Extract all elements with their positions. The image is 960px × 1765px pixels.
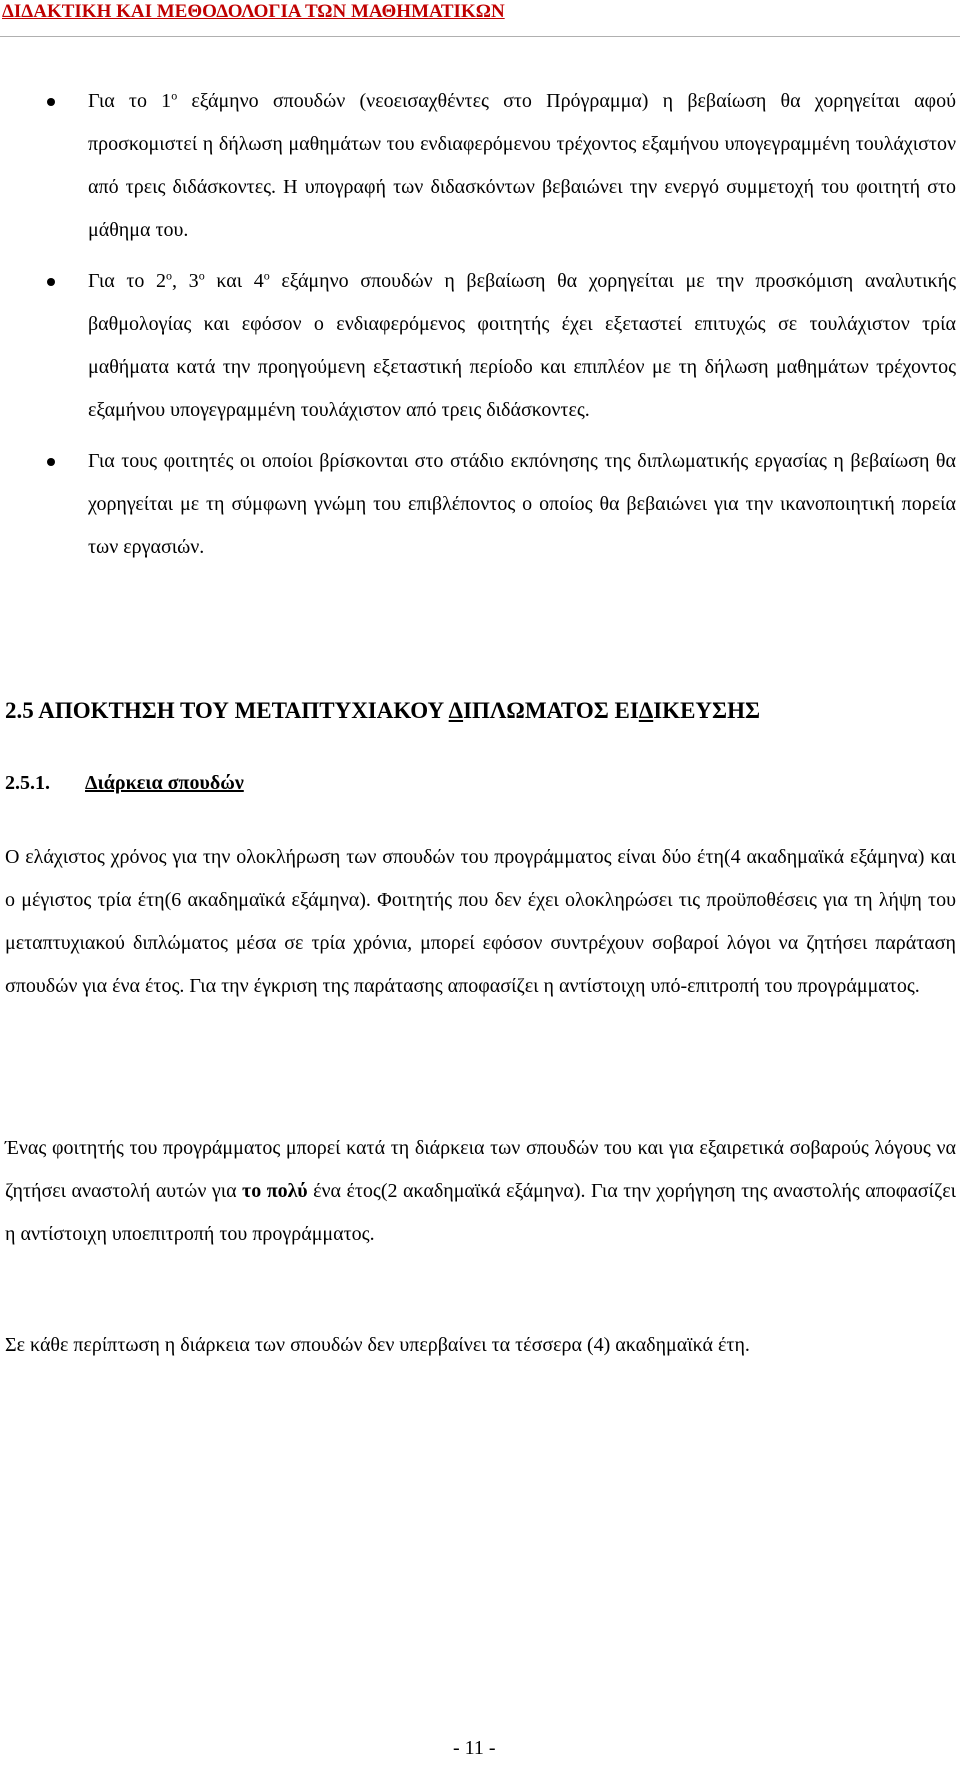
paragraph-text: ένα έτος(2 ακαδημαϊκά εξάμηνα). Για την χορήγηση της αναστολής αποφασίζει η αντίστοιχη υποεπιτροπή του προγράμματος. (5, 1180, 956, 1245)
bullet-dot-icon (47, 458, 55, 466)
paragraph-study-duration: Ο ελάχιστος χρόνος για την ολοκλήρωση των σπουδών του προγράμματος είναι δύο έτη(4 ακαδημαϊκά εξάμηνα) και ο μέγιστος τρία έτη(6 ακαδημαϊκά εξάμηνα). Φοιτητής που δεν έχει ολοκληρώσει τις προϋποθέσεις για τη λήψη του μεταπτυχιακού διπλώματος μέσα σε τρία χρόνια, μπορεί εφόσον συντρέχουν σοβαροί λόγοι να ζητήσει παράταση σπουδών για ένα έτος. Για την έγκριση της παράτασης αποφασίζει η αντίστοιχη υπό-επιτροπή του προγράμματος. (5, 846, 956, 997)
bullet-text: εξάμηνο σπουδών η βεβαίωση θα χορηγείται με την προσκόμιση αναλυτικής βαθμολογίας και εφόσον ο ενδιαφερόμενος φοιτητής έχει εξεταστεί επιτυχώς σε τουλάχιστον τρία μαθήματα κατά την προηγούμενη εξεταστική περίοδο και επιπλέον με τη δήλωση μαθημάτων τρέχοντος εξαμήνου υπογεγραμμένη τουλάχιστον από τρεις διδάσκοντες. (88, 270, 957, 421)
paragraph-text: Ένας φοιτητής του προγράμματος μπορεί κατά τη διάρκεια των σπουδών του και για εξαιρετικά σοβαρούς λόγους να ζητήσει αναστολή αυτών για (5, 1137, 956, 1202)
bullet-item-first-semester (0, 80, 960, 252)
bullet-text: Για τους φοιτητές οι οποίοι βρίσκονται στο στάδιο εκπόνησης της διπλωματικής εργασίας η βεβαίωση θα χορηγείται με τη σύμφωνη γνώμη του επιβλέποντος ο οποίος θα βεβαιώνει για την ικανοποιητική πορεία των εργασιών. (88, 450, 956, 558)
bullet-dot-icon (47, 98, 55, 106)
bullet-list (0, 80, 960, 577)
bullet-text: , 3 (172, 270, 199, 292)
paragraph-max-duration: Σε κάθε περίπτωση η διάρκεια των σπουδών δεν υπερβαίνει τα τέσσερα (4) ακαδημαϊκά έτη. (5, 1334, 750, 1356)
bullet-dot-icon (47, 278, 55, 286)
bullet-text: Για το 1 (88, 90, 172, 112)
page-header (0, 0, 960, 37)
header-title: ΔΙΔΑΚΤΙΚΗ ΚΑΙ ΜΕΘΟΔΟΛΟΓΙΑ ΤΩΝ ΜΑΘΗΜΑΤΙΚΩΝ (2, 1, 505, 22)
bullet-text: και 4 (204, 270, 264, 292)
ordinal-superscript: ο (166, 268, 173, 283)
subsection-title: Διάρκεια σπουδών (85, 772, 244, 794)
section-heading (5, 698, 760, 724)
bullet-item-thesis-stage (0, 440, 960, 569)
section-heading-text: 2.5 ΑΠΟΚΤΗΣΗ ΤΟΥ ΜΕΤΑΠΤΥΧΙΑΚΟΥ (5, 698, 449, 723)
section-heading-underlined-letter: Δ (448, 698, 464, 723)
paragraph-bold-text: το πολύ (242, 1180, 308, 1202)
section-heading-text: ΙΚΕΥΣΗΣ (653, 698, 760, 723)
ordinal-superscript: ο (198, 268, 205, 283)
ordinal-superscript: ο (263, 268, 270, 283)
subsection-number: 2.5.1. (5, 772, 50, 794)
section-heading-text: ΙΠΛΩΜΑΤΟΣ ΕΙ (463, 698, 639, 723)
page-number: - 11 - (453, 1737, 496, 1759)
ordinal-superscript: ο (171, 88, 178, 103)
bullet-item-later-semesters (0, 260, 960, 432)
section-heading-underlined-letter: Δ (638, 698, 654, 723)
subsection-heading (5, 772, 244, 795)
bullet-text: εξάμηνο σπουδών (νεοεισαχθέντες στο Πρόγραμμα) η βεβαίωση θα χορηγείται αφού προσκομιστεί η δήλωση μαθημάτων του ενδιαφερόμενου τρέχοντος εξαμήνου υπογεγραμμένη τουλάχιστον από τρεις διδάσκοντες. Η υπογραφή των διδασκόντων βεβαιώνει την ενεργό συμμετοχή του φοιτητή στο μάθημα του. (88, 90, 956, 241)
paragraph-suspension (5, 1127, 956, 1256)
bullet-text: Για το 2 (88, 270, 167, 292)
